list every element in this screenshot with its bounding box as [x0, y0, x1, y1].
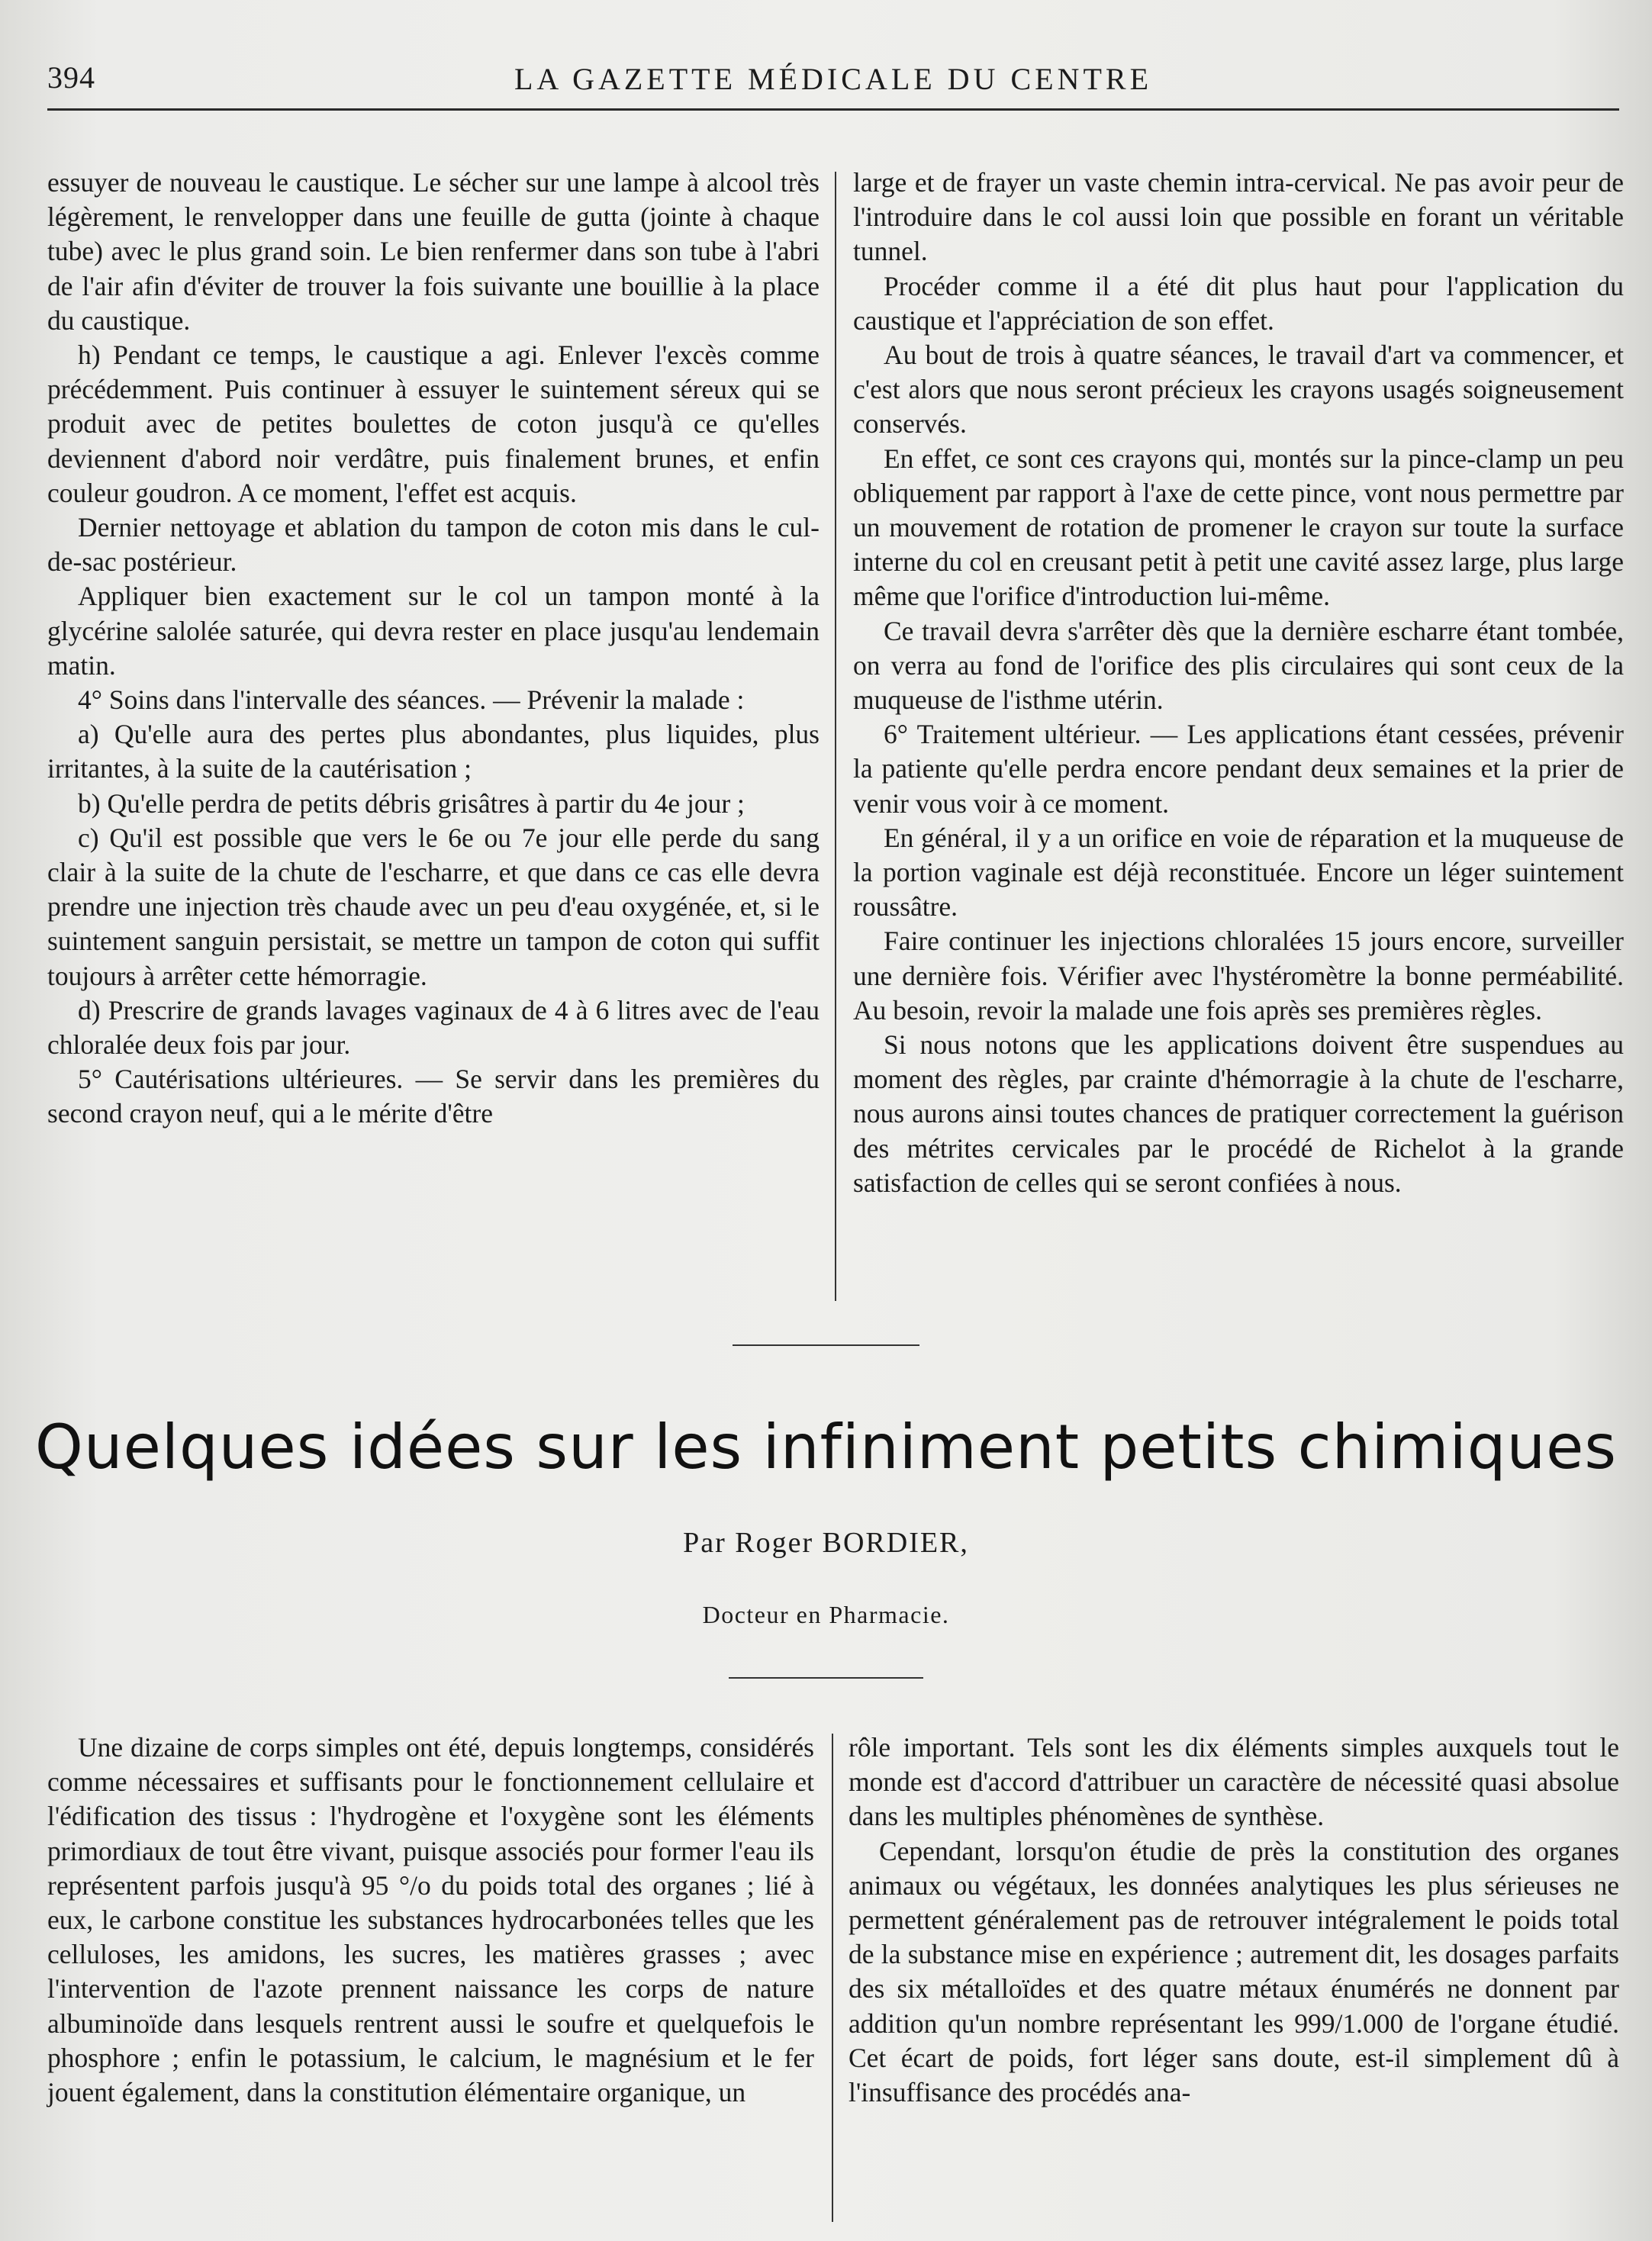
article-byline: Par Roger BORDIER, [683, 1527, 969, 1559]
page-number: 394 [47, 60, 95, 95]
paragraph: a) Qu'elle aura des pertes plus abondantes, plus liquides, plus irritantes, à la suite de la cautérisation ; [47, 719, 820, 784]
paragraph: Ce travail devra s'arrêter dès que la dernière escharre étant tombée, on verra au fond de l'orifice des plis circulaires qui sont ceux de la muqueuse de l'isthme utérin. [853, 615, 1624, 716]
paragraph: Appliquer bien exactement sur le col un tampon monté à la glycérine salolée saturée, qui devra rester en place jusqu'au lendemain matin. [47, 581, 820, 681]
column-divider [835, 172, 836, 1301]
paragraph: Cependant, lorsqu'on étudie de près la constitution des organes animaux ou végétaux, les données analytiques les plus sérieuses ne permettent généralement pas de retrouver intégralement le poids total de la substance mise en expérience ; autrement dit, les dosages parfaits des six métalloïdes et des quatre métaux énumérés ne donnent par addition qu'un nombre représentant les 999/1.000 de l'organe étudié. Cet écart de poids, fort léger sans doute, est-il simplement dû à l'insuffisance des procédés ana- [849, 1835, 1619, 2108]
paragraph: Procéder comme il a été dit plus haut pour l'application du caustique et l'appréciation de son effet. [853, 270, 1624, 336]
section-separator [733, 1344, 919, 1346]
column-divider [832, 1734, 833, 2222]
paragraph: c) Qu'il est possible que vers le 6e ou 7e jour elle perde du sang clair à la suite de la chute de l'escharre, et que dans ce cas elle devra prendre une injection très chaude avec un peu d'eau oxygénée, et, si le suintement sanguin persistait, se mettre un tampon de coton qui suffit toujours à arrêter cette hémorragie. [47, 822, 820, 991]
paragraph: 5° Cautérisations ultérieures. — Se servir dans les premières du second crayon neuf, qui a le mérite d'être [47, 1064, 820, 1129]
paragraph: h) Pendant ce temps, le caustique a agi. Enlever l'excès comme précédemment. Puis continuer à essuyer le suintement séreux qui se produit avec de petites boulettes de coton jusqu'à ce qu'elles deviennent d'abord noir verdâtre, puis finalement brunes, et enfin couleur goudron. A ce moment, l'effet est acquis. [47, 340, 820, 508]
paragraph: b) Qu'elle perdra de petits débris grisâtres à partir du 4e jour ; [78, 787, 745, 819]
lower-left-column [47, 1731, 814, 2110]
paragraph: Si nous notons que les applications doivent être suspendues au moment des règles, par crainte d'hémorragie à la chute de l'escharre, nous aurons ainsi toutes chances de pratiquer correctement la guérison des métrites cervicales par le procédé de Richelot à la grande satisfaction de celles qui se seront confiées à nous. [853, 1029, 1624, 1198]
lower-right-column [849, 1731, 1619, 2110]
paragraph: Dernier nettoyage et ablation du tampon de coton mis dans le cul-de-sac postérieur. [47, 512, 820, 578]
upper-right-column [853, 166, 1624, 1200]
paragraph: 6° Traitement ultérieur. — Les applications étant cessées, prévenir la patiente qu'elle perdra encore pendant deux semaines et la prier de venir vous voir à ce moment. [853, 719, 1624, 819]
paragraph: Au bout de trois à quatre séances, le travail d'art va commencer, et c'est alors que nous seront précieux les crayons usagés soigneusement conservés. [853, 340, 1624, 440]
paragraph: En effet, ce sont ces crayons qui, montés sur la pince-clamp un peu obliquement par rapport à l'axe de cette pince, vont nous permettre par un mouvement de rotation de promener le crayon sur toute la surface interne du col en creusant petit à petit une cavité assez large, plus large même que l'orifice d'introduction lui-même. [853, 443, 1624, 612]
header-rule [47, 108, 1619, 111]
paragraph: essuyer de nouveau le caustique. Le sécher sur une lampe à alcool très légèrement, le renvelopper dans une feuille de gutta (jointe à chaque tube) avec le plus grand soin. Le bien renfermer dans son tube à l'abri de l'air afin d'éviter de trouver la fois suivante une bouillie à la place du caustique. [47, 167, 820, 336]
page-header [47, 60, 1619, 105]
article-title: Quelques idées sur les infiniment petits chimiques [34, 1412, 1618, 1483]
paragraph: 4° Soins dans l'intervalle des séances. — Prévenir la malade : [78, 684, 745, 716]
running-title: LA GAZETTE MÉDICALE DU CENTRE [514, 62, 1152, 96]
paragraph: En général, il y a un orifice en voie de réparation et la muqueuse de la portion vaginale est déjà reconstituée. Encore un léger suintement roussâtre. [853, 822, 1624, 922]
paragraph: d) Prescrire de grands lavages vaginaux de 4 à 6 litres avec de l'eau chloralée deux fois par jour. [47, 994, 820, 1061]
paragraph: large et de frayer un vaste chemin intra-cervical. Ne pas avoir peur de l'introduire dans le col aussi loin que possible en forant un véritable tunnel. [853, 167, 1624, 267]
title-separator [729, 1677, 923, 1679]
upper-left-column [47, 166, 820, 1132]
paragraph: Faire continuer les injections chloralées 15 jours encore, surveiller une dernière fois. Vérifier avec l'hystéromètre la bonne perméabilité. Au besoin, revoir la malade une fois après ses premières règles. [853, 926, 1624, 1026]
paragraph: Une dizaine de corps simples ont été, depuis longtemps, considérés comme nécessaires et suffisants pour le fonctionnement cellulaire et l'édification des tissus : l'hydrogène et l'oxygène sont les éléments primordiaux de tout être vivant, puisque associés pour former l'eau ils représentent parfois jusqu'à 95 °/o du poids total des organes ; lié à eux, le carbone constitue les substances hydrocarbonées telles que les celluloses, les amidons, les sucres, les matières grasses ; avec l'intervention de l'azote prennent naissance les corps de nature albuminoïde dans lesquels rentrent aussi le soufre et quelquefois le phosphore ; enfin le potassium, le calcium, le magnésium et le fer jouent également, dans la constitution élémentaire organique, un [47, 1732, 814, 2108]
paragraph: rôle important. Tels sont les dix éléments simples auxquels tout le monde est d'accord d'attribuer un caractère de nécessité quasi absolue dans les multiples phénomènes de synthèse. [849, 1732, 1619, 1832]
author-degree: Docteur en Pharmacie. [702, 1601, 950, 1628]
